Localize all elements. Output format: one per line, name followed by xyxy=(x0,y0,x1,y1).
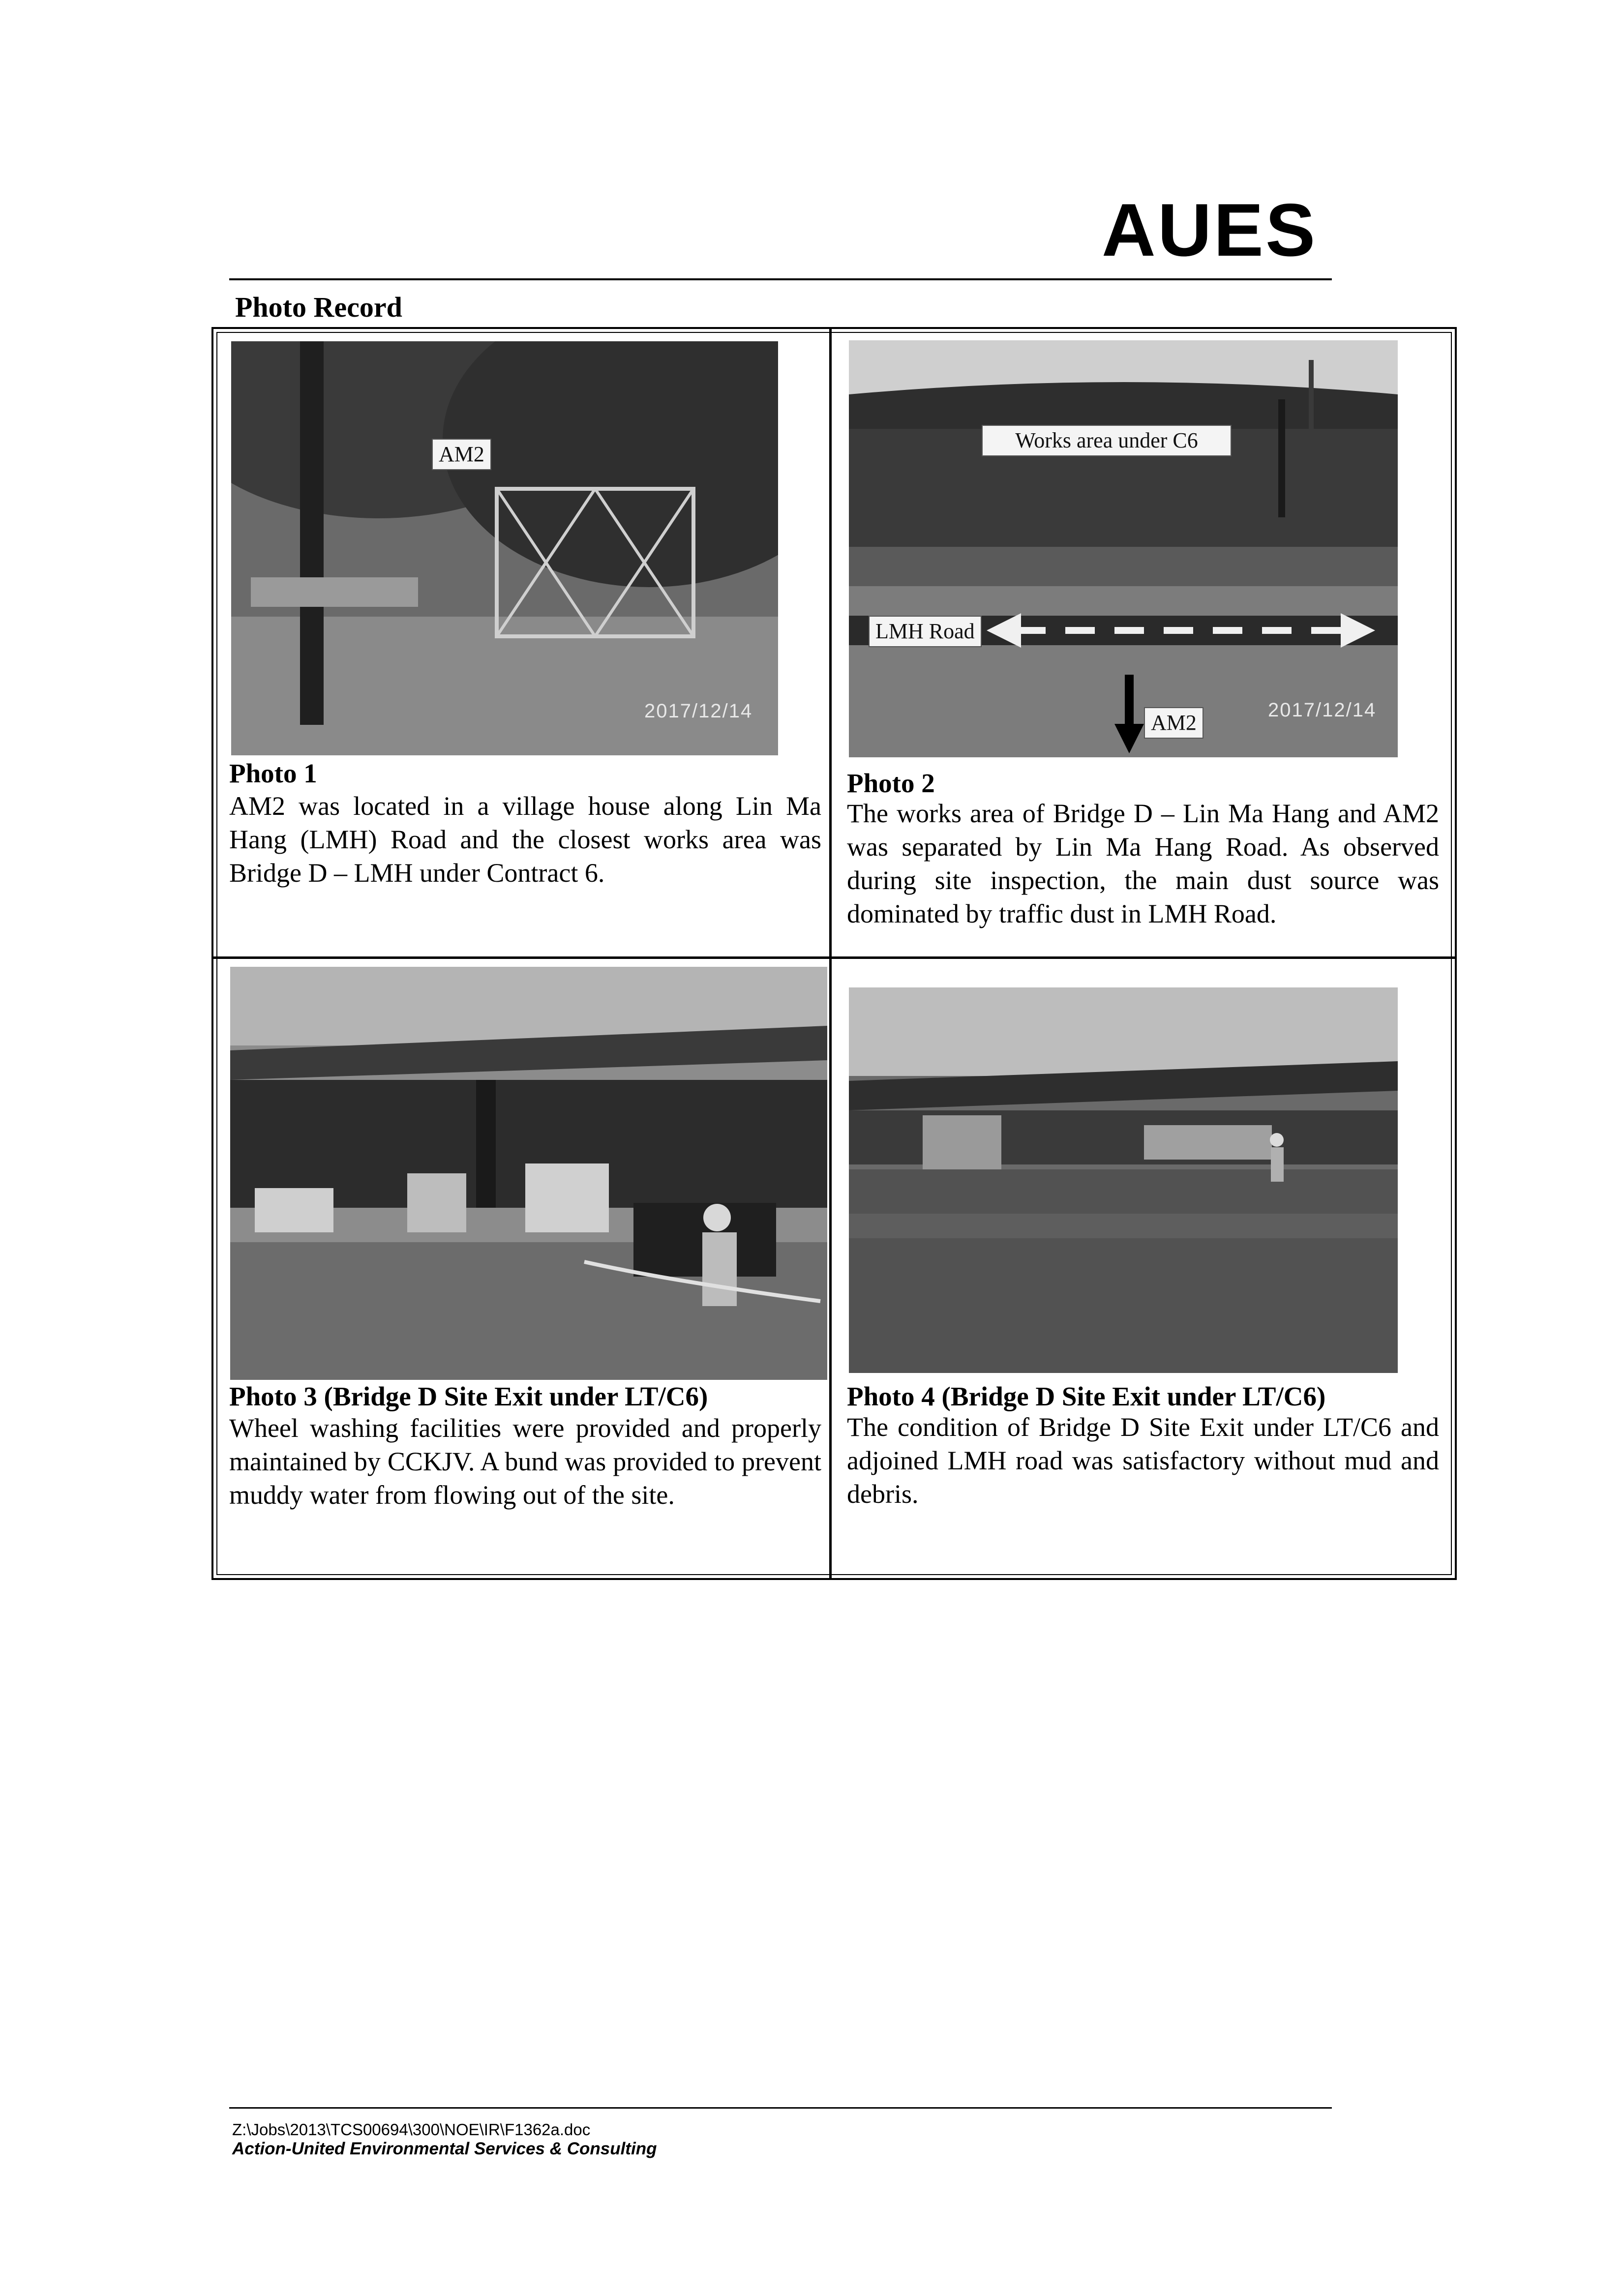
photo-1-date-stamp: 2017/12/14 xyxy=(644,700,753,722)
footer-rule xyxy=(229,2107,1332,2109)
photo-2-label-works-area: Works area under C6 xyxy=(982,425,1232,456)
photo-4-caption: The condition of Bridge D Site Exit under LT/C6 and adjoined LMH road was satisfactory without mud and debris. xyxy=(847,1412,1439,1509)
header-rule xyxy=(229,278,1332,280)
photo-2-label-am2: AM2 xyxy=(1144,707,1203,739)
aues-logo: AUES xyxy=(1102,188,1318,272)
photo-2-caption: The works area of Bridge D – Lin Ma Hang and AM2 was separated by Lin Ma Hang Road. As observed during site inspection, the main dust source was dominated by traffic dust in LMH Road. xyxy=(847,799,1439,928)
photo-2-title: Photo 2 xyxy=(847,768,935,798)
site-exit-wheel-wash-scene xyxy=(230,967,827,1380)
village-gate-scene xyxy=(231,341,778,755)
footer-company-name: Action-United Environmental Services & Consulting xyxy=(232,2139,657,2158)
footer-file-path: Z:\Jobs\2013\TCS00694\300\NOE\IR\F1362a.doc xyxy=(232,2120,591,2139)
photo-1-image xyxy=(231,341,778,755)
photo-1-label-am2: AM2 xyxy=(432,439,491,470)
table-column-divider xyxy=(829,327,832,1580)
photo-3-caption: Wheel washing facilities were provided and properly maintained by CCKJV. A bund was provided to prevent muddy water from flowing out of the site. xyxy=(229,1413,821,1510)
photo-1-caption: AM2 was located in a village house along Lin Ma Hang (LMH) Road and the closest works area was Bridge D – LMH under Contract 6. xyxy=(229,791,821,888)
works-area-road-scene xyxy=(849,340,1398,757)
photo-3-image xyxy=(230,967,827,1380)
section-title: Photo Record xyxy=(235,291,402,323)
site-exit-road-scene xyxy=(849,987,1398,1373)
photo-1-title: Photo 1 xyxy=(229,758,317,788)
photo-2-image xyxy=(849,340,1398,757)
photo-4-title: Photo 4 (Bridge D Site Exit under LT/C6) xyxy=(847,1381,1326,1411)
photo-3-title: Photo 3 (Bridge D Site Exit under LT/C6) xyxy=(229,1381,708,1411)
photo-2-label-lmh-road: LMH Road xyxy=(869,616,982,647)
photo-4-image xyxy=(849,987,1398,1373)
photo-2-date-stamp: 2017/12/14 xyxy=(1268,699,1377,721)
table-row-divider xyxy=(211,956,1457,959)
